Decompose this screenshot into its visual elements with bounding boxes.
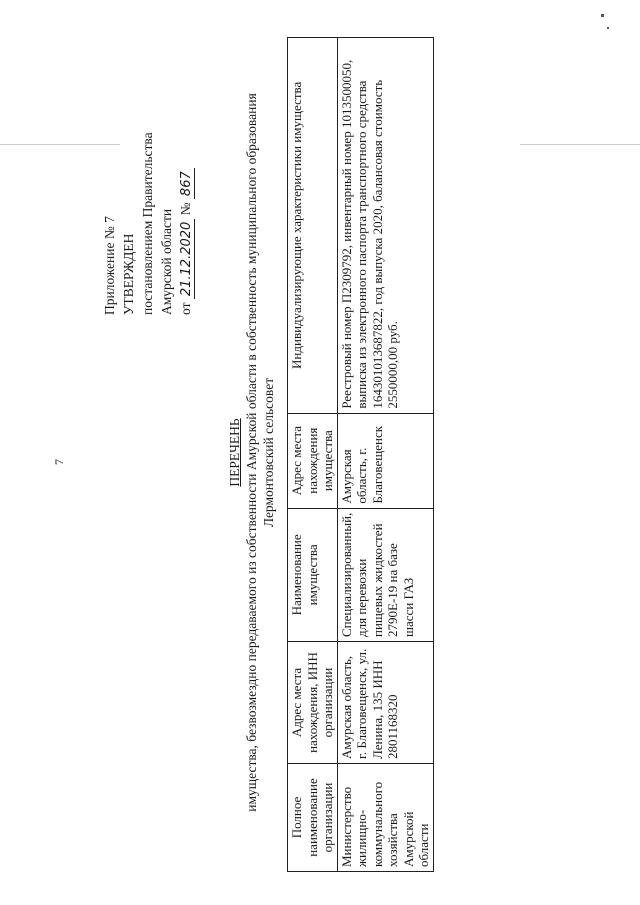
header-characteristics: Индивидуализирующие характеристики имущества (288, 38, 338, 414)
approved-label: УТВЕРЖДЕН (121, 233, 136, 315)
header-property-name: Наименование имущества (288, 508, 338, 641)
page-number: 7 (52, 459, 66, 465)
cell-org-name: Министерство жилищно-коммунального хозяйства Амурской области (337, 764, 433, 872)
header-property-address: Адрес места нахождения имущества (288, 413, 338, 508)
property-table (287, 37, 434, 872)
cell-property-name: Специализированный, для перевозки пищевых жидкостей 2790Е-19 на базе шасси ГАЗ (337, 508, 433, 641)
document-title: ПЕРЕЧЕНЬ (227, 418, 242, 487)
approval-block (100, 132, 196, 315)
from-label: от (178, 302, 193, 315)
table-row (337, 38, 433, 872)
appendix-label: Приложение № 7 (102, 216, 117, 315)
header-org-name: Полное наименование организации (288, 764, 338, 872)
cell-org-address: Амурская область, г. Благовещенск, ул. Ленина, 135 ИНН 2801168320 (337, 642, 433, 764)
cell-property-address: Амурская область, г. Благовещенск (337, 413, 433, 508)
decree-label: постановлением Правительства (140, 132, 155, 315)
handwritten-date: 21.12.2020 (179, 219, 195, 299)
municipality-name: Лермонтовский сельсовет (261, 377, 276, 528)
date-number-line (176, 132, 196, 315)
cell-characteristics: Реестровый номер П2309792, инвентарный номер 1013500050, выписка из электронного паспорта транспортного средства 164301013687822, год выпуска 2020, балансовая стоимость 2550000,00 руб. (337, 38, 433, 414)
document-subtitle: имущества, безвозмездно передаваемого из собственности Амурской области в собственность муниципального образования (244, 93, 259, 812)
handwritten-number: 867 (179, 168, 195, 199)
number-label: № (178, 202, 193, 216)
region-label: Амурской области (159, 208, 174, 315)
table-header-row (288, 38, 338, 872)
document-heading (226, 0, 277, 905)
header-org-address: Адрес места нахождения, ИНН организации (288, 642, 338, 764)
